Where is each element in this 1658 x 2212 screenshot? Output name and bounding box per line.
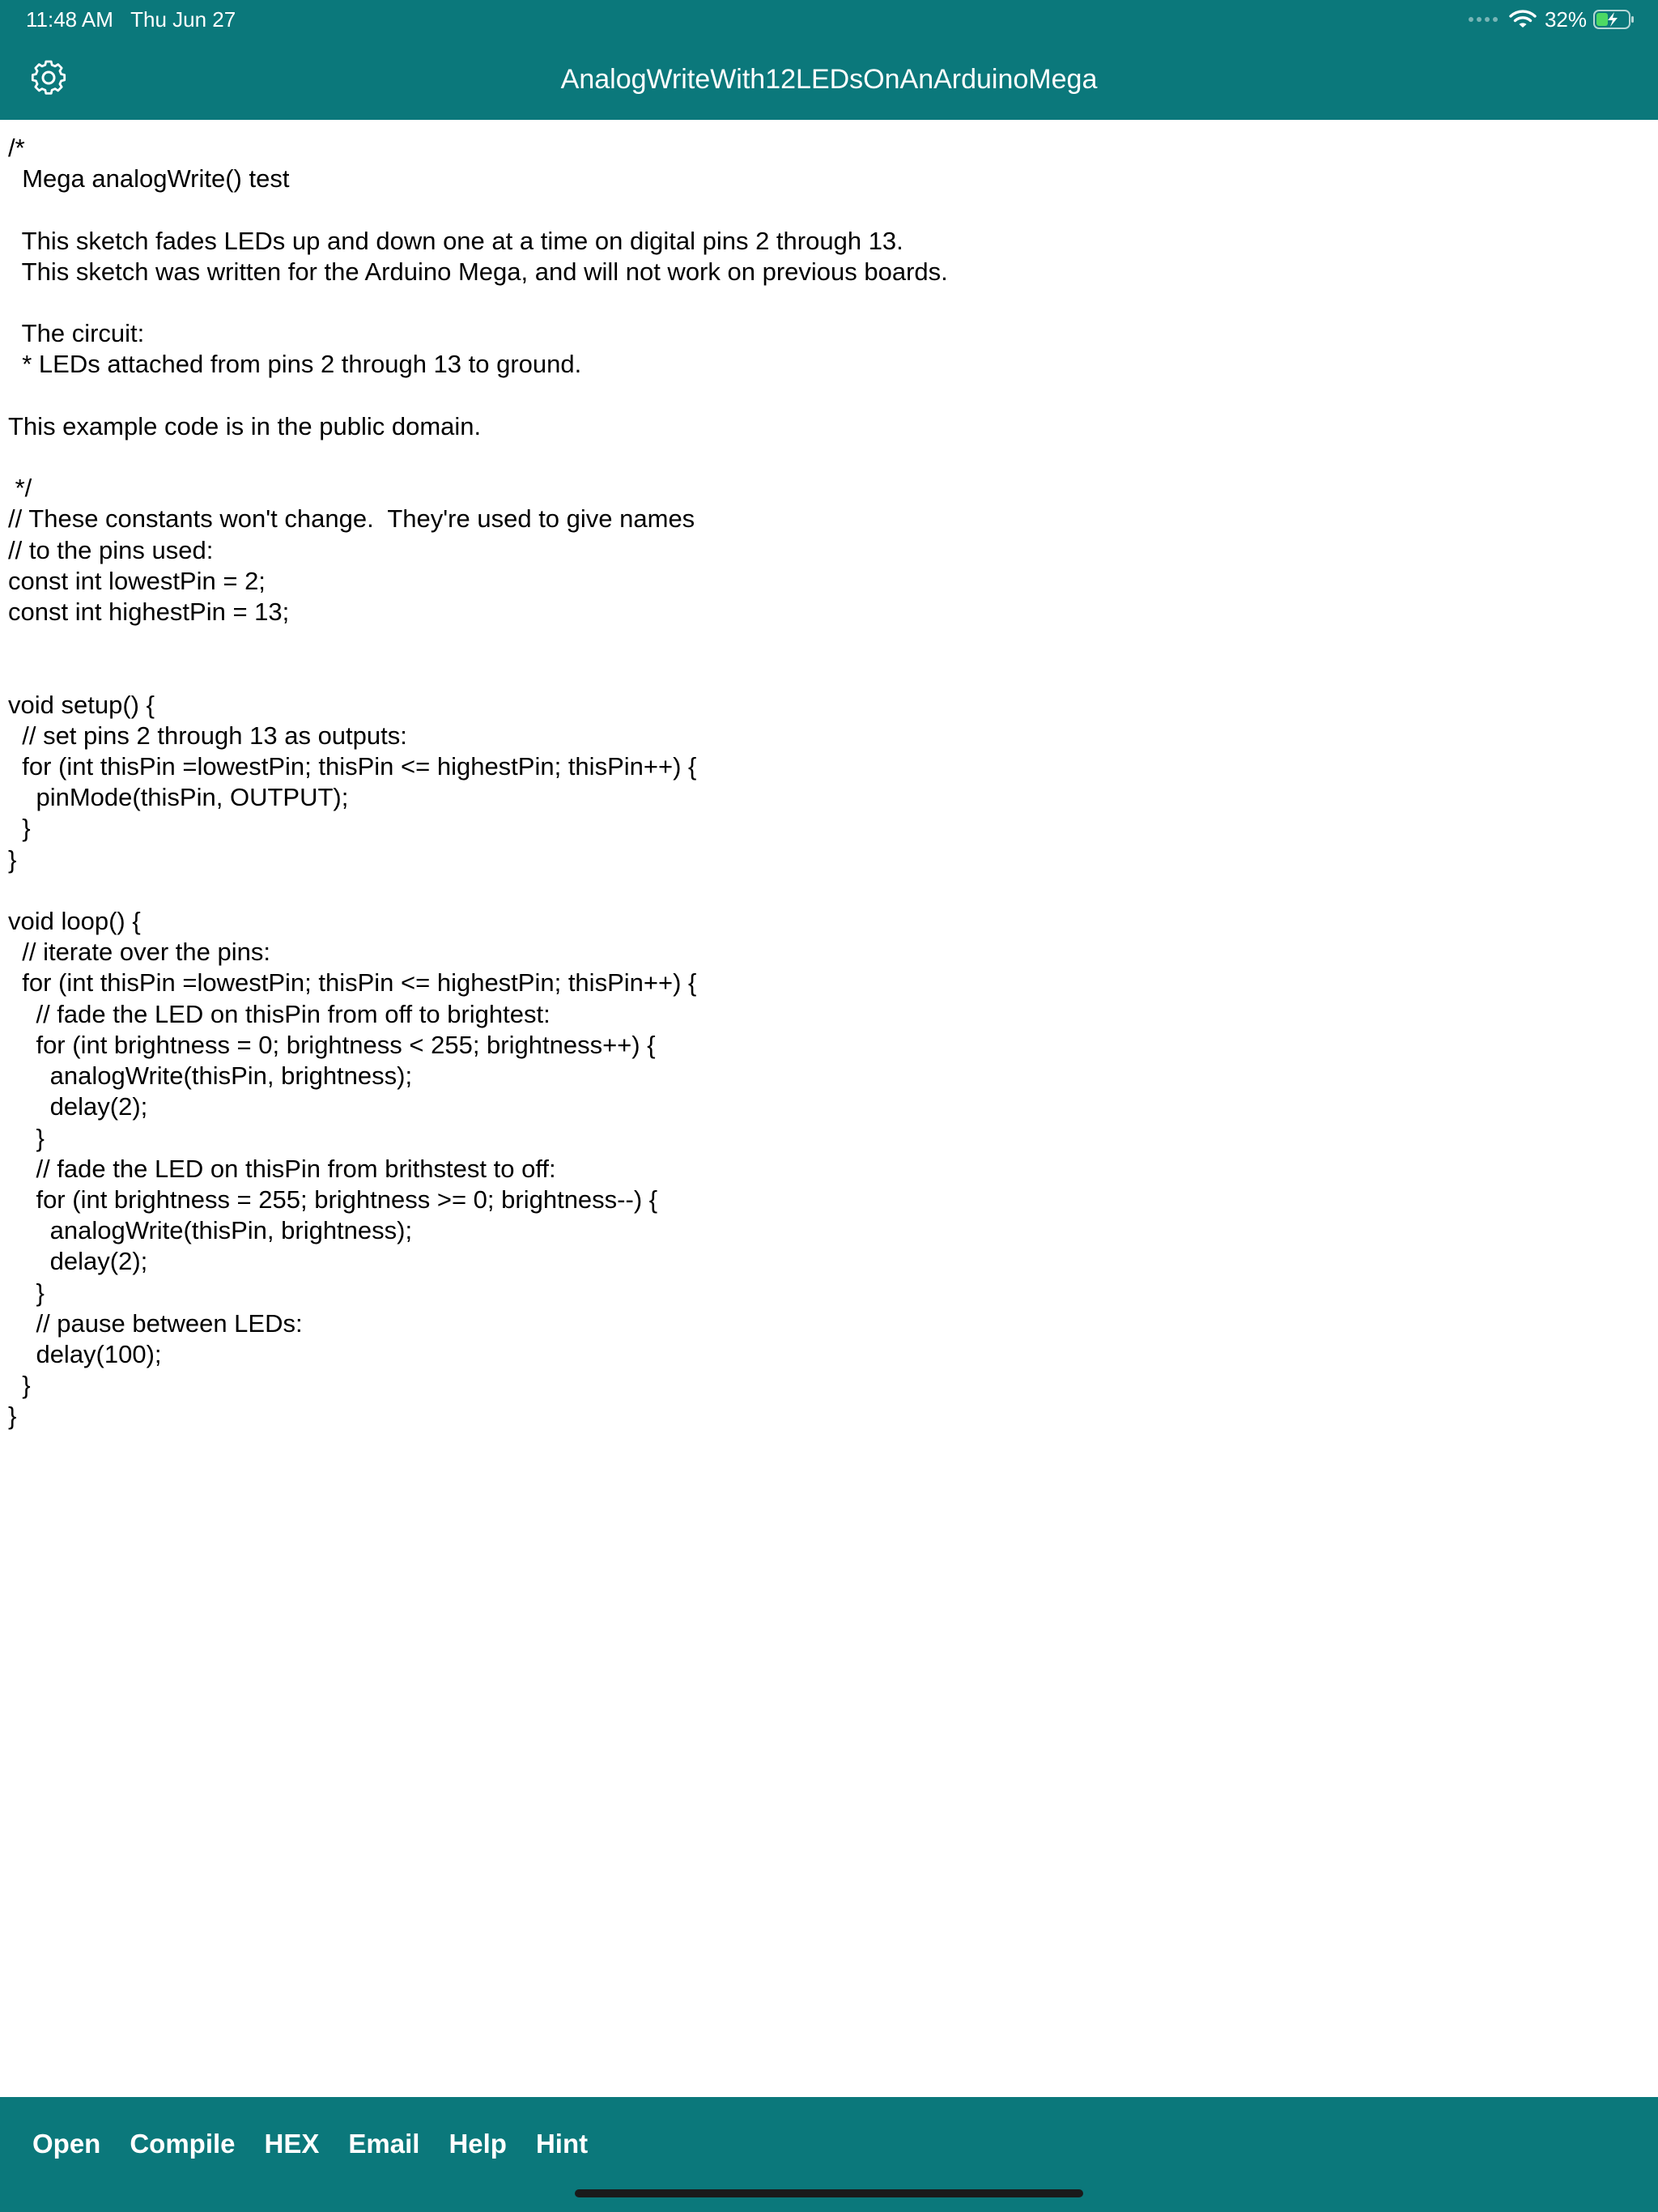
code-editor[interactable]: /* Mega analogWrite() test This sketch fades LEDs up and down one at a time on digital pins 2 through 13. This sketch was written for the Arduino Mega, and will not work on previous boards. The circuit: * LEDs attached from pins 2 through 13 to ground. This example code is in the public domain. */ // These constants won't change. They're used to give names // to the pins used: const int lowestPin = 2; const int highestPin = 13; void setup() { // set pins 2 through 13 as outputs: for (int thisPin =lowestPin; thisPin <= highestPin; thisPin++) { pinMode(thisPin, OUTPUT); } } void loop() { // iterate over the pins: for (int thisPin =lowestPin; thisPin <= highestPin; thisPin++) { // fade the LED on thisPin from off to brightest: for (int brightness = 0; brightness < 255; brightness++) { analogWrite(thisPin, brightness); delay(2); } // fade the LED on thisPin from brithstest to off: for (int brightness = 255; brightness >= 0; brightness--) { analogWrite(thisPin, brightness); delay(2); } // pause between LEDs: delay(100); } }: [0, 120, 1658, 2097]
status-date: Thu Jun 27: [130, 7, 236, 32]
hex-button[interactable]: HEX: [250, 2121, 334, 2167]
email-button[interactable]: Email: [334, 2121, 434, 2167]
wifi-icon: [1509, 9, 1537, 30]
app-header: [0, 0, 1658, 120]
battery-charging-icon: [1593, 9, 1635, 30]
cellular-dots-icon: [1469, 17, 1498, 22]
status-bar-time: [26, 6, 236, 32]
page-title: AnalogWriteWith12LEDsOnAnArduinoMega: [560, 64, 1098, 95]
toolbar-buttons: [18, 2121, 602, 2167]
battery-percent: 32%: [1544, 6, 1587, 32]
help-button[interactable]: Help: [434, 2121, 521, 2167]
open-button[interactable]: Open: [18, 2121, 115, 2167]
hint-button[interactable]: Hint: [521, 2121, 602, 2167]
status-bar-right: [1469, 5, 1635, 34]
compile-button[interactable]: Compile: [115, 2121, 249, 2167]
status-time: 11:48 AM: [26, 7, 113, 32]
home-indicator[interactable]: [575, 2189, 1083, 2197]
